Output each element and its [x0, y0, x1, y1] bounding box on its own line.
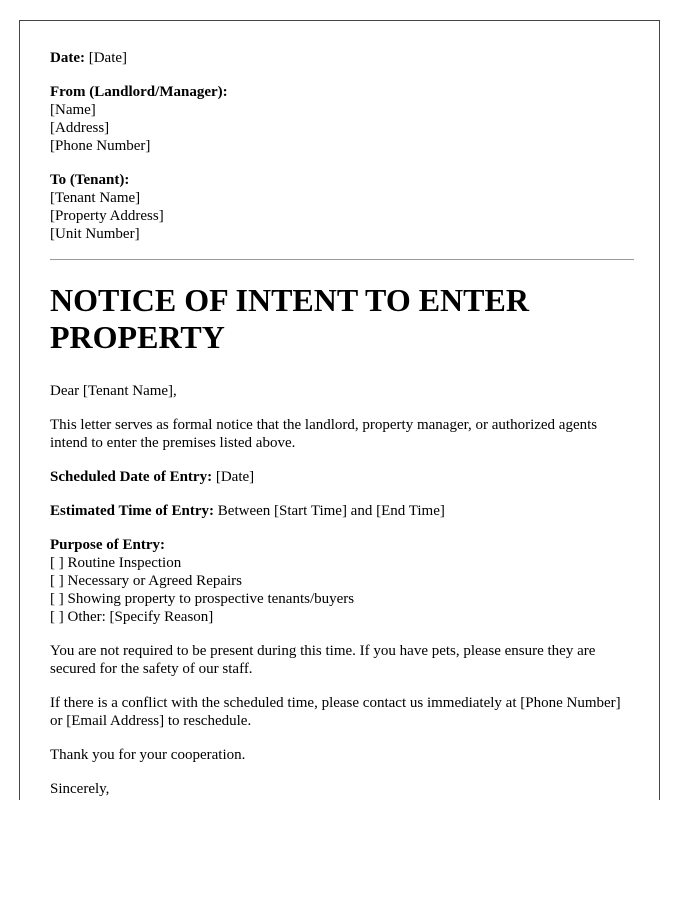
to-block	[50, 171, 634, 243]
from-address: [Address]	[50, 120, 110, 136]
to-property-address: [Property Address]	[50, 208, 164, 224]
purpose-block	[50, 536, 634, 626]
to-unit-number: [Unit Number]	[50, 226, 140, 242]
salutation: Dear [Tenant Name],	[50, 383, 177, 399]
from-block	[50, 83, 634, 155]
date-line	[50, 49, 634, 67]
entry-date-line	[50, 468, 634, 486]
entry-date-value: [Date]	[212, 469, 255, 485]
to-label: To (Tenant):	[50, 172, 130, 188]
divider	[50, 259, 634, 260]
from-label: From (Landlord/Manager):	[50, 84, 228, 100]
from-name: [Name]	[50, 102, 96, 118]
presence-paragraph: You are not required to be present during this time. If you have pets, please ensure they are secured for the safety of our staff.	[50, 643, 596, 677]
conflict-paragraph: If there is a conflict with the scheduled time, please contact us immediately at [Phone Number] or [Email Address] to reschedule.	[50, 695, 621, 729]
intro-paragraph: This letter serves as formal notice that the landlord, property manager, or authorized agents intend to enter the premises listed above.	[50, 417, 598, 451]
to-tenant-name: [Tenant Name]	[50, 190, 141, 206]
purpose-option-other: [ ] Other: [Specify Reason]	[50, 609, 214, 625]
thanks-line: Thank you for your cooperation.	[50, 747, 246, 763]
letter-page	[19, 20, 660, 800]
purpose-option-showing: [ ] Showing property to prospective tenants/buyers	[50, 591, 355, 607]
entry-time-label: Estimated Time of Entry:	[50, 503, 215, 519]
entry-date-label: Scheduled Date of Entry:	[50, 469, 213, 485]
date-label: Date:	[50, 50, 85, 66]
from-phone: [Phone Number]	[50, 138, 151, 154]
document-title: NOTICE OF INTENT TO ENTER PROPERTY	[50, 282, 529, 355]
letter-content	[50, 49, 634, 798]
date-value: [Date]	[88, 50, 128, 66]
purpose-option-repairs: [ ] Necessary or Agreed Repairs	[50, 573, 243, 589]
purpose-option-inspection: [ ] Routine Inspection	[50, 555, 182, 571]
closing-line: Sincerely,	[50, 781, 110, 797]
entry-time-value: Between [Start Time] and [End Time]	[214, 503, 445, 519]
purpose-label: Purpose of Entry:	[50, 537, 165, 553]
entry-time-line	[50, 502, 634, 520]
